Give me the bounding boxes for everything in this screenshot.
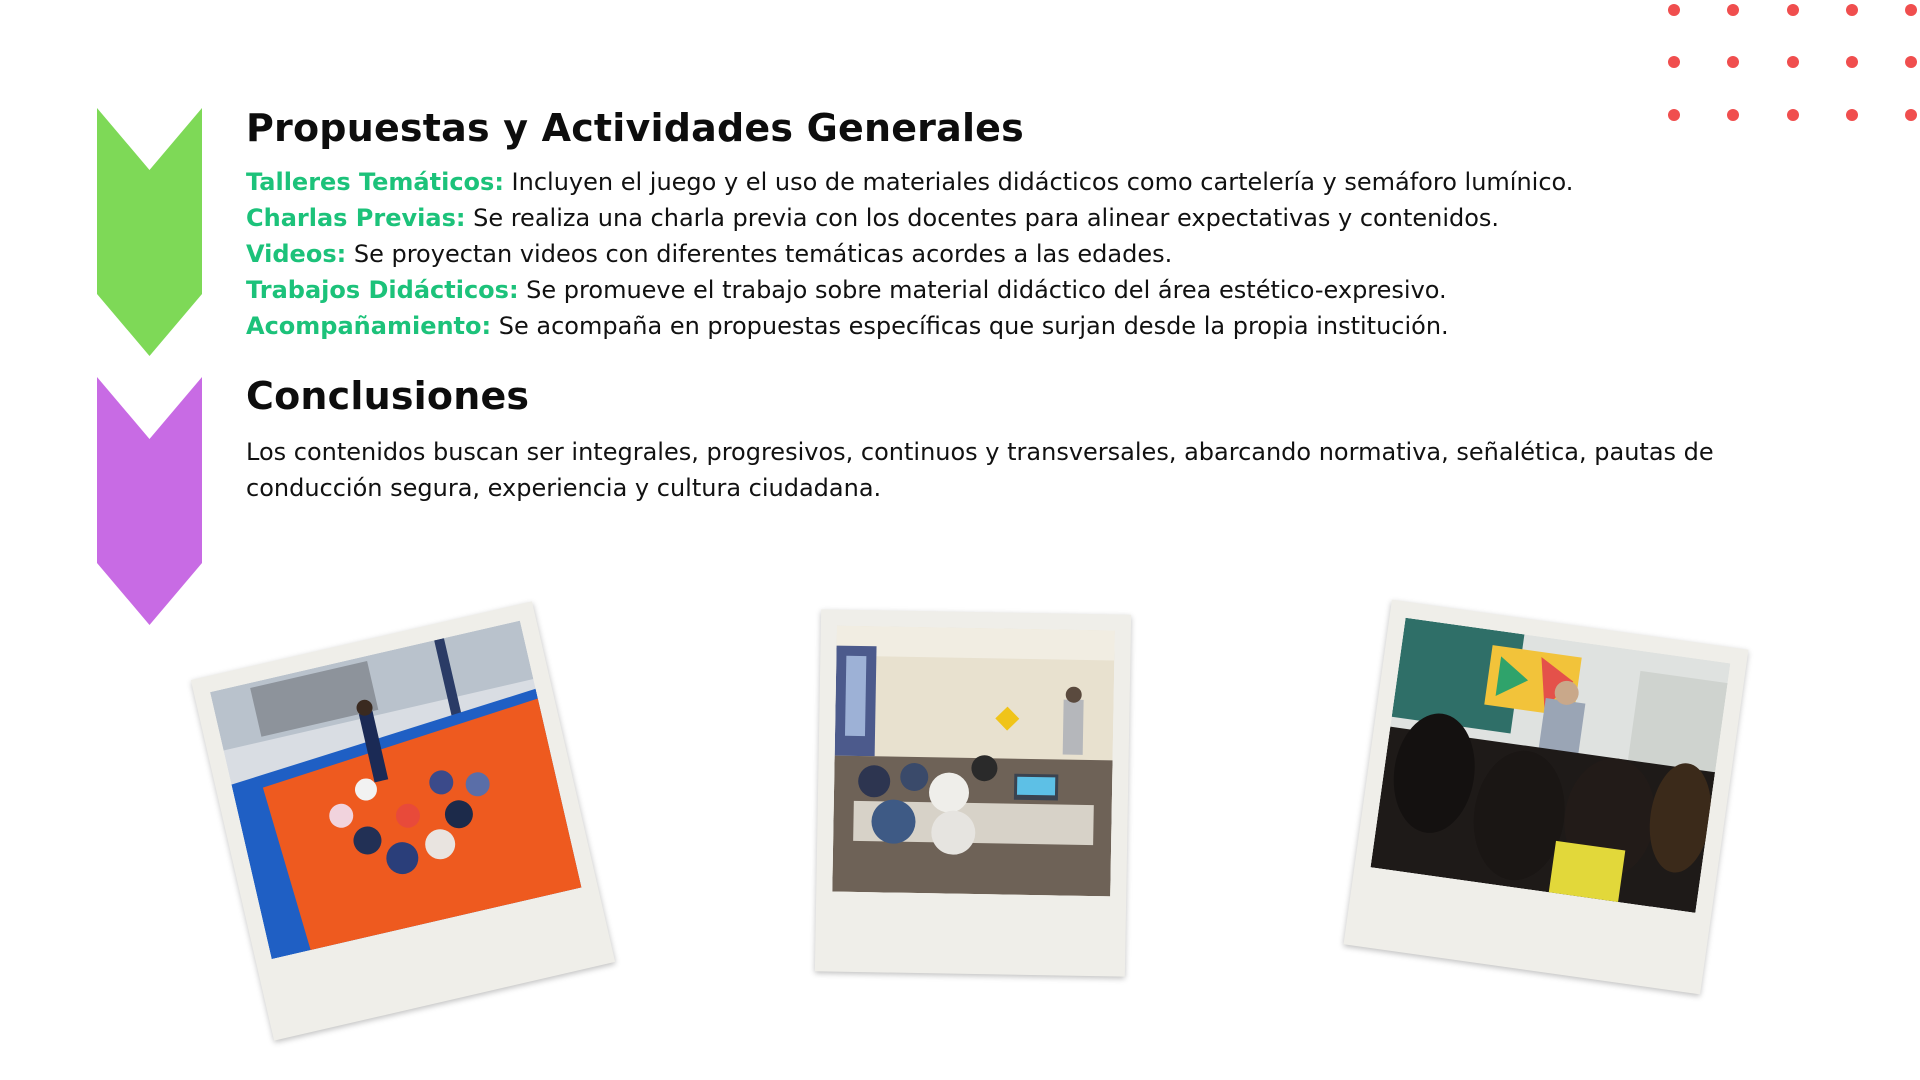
photo-presenter-screen-students — [1371, 618, 1731, 913]
decorative-dot — [1668, 4, 1680, 16]
decorative-dot — [1727, 4, 1739, 16]
decorative-dot — [1905, 109, 1917, 121]
polaroid-frame — [815, 609, 1131, 976]
item-text: Se realiza una charla previa con los docentes para alinear expectativas y contenidos. — [465, 204, 1500, 232]
decorative-dot — [1846, 4, 1858, 16]
item-label: Talleres Temáticos: — [246, 168, 504, 196]
purple-chevron-arrow — [97, 377, 202, 625]
polaroid-frame — [1344, 600, 1749, 995]
conclusion-paragraph: Los contenidos buscan ser integrales, progresivos, continuos y transversales, abarcando normativa, señalética, pautas de conducción segura, experiencia y cultura ciudadana. — [246, 438, 1714, 502]
decorative-dot — [1727, 56, 1739, 68]
section-title: Conclusiones — [246, 374, 530, 418]
photo-classroom-students-laptop — [832, 626, 1115, 897]
decorative-dot — [1905, 56, 1917, 68]
list-item — [246, 164, 1850, 200]
item-text: Se proyectan videos con diferentes temáticas acordes a las edades. — [346, 240, 1173, 268]
activities-list — [246, 164, 1850, 344]
decorative-dot — [1846, 56, 1858, 68]
photo-children-circle-orange-floor — [210, 621, 581, 960]
list-item — [246, 236, 1850, 272]
polaroid-frame — [191, 601, 615, 1040]
list-item — [246, 200, 1850, 236]
decorative-dot — [1668, 56, 1680, 68]
section-conclusiones — [246, 374, 1850, 506]
section-title: Propuestas y Actividades Generales — [246, 106, 1024, 150]
decorative-dot — [1787, 56, 1799, 68]
item-label: Charlas Previas: — [246, 204, 466, 232]
list-item — [246, 272, 1850, 308]
decorative-dot — [1905, 4, 1917, 16]
item-label: Trabajos Didácticos: — [246, 276, 519, 304]
list-item — [246, 308, 1850, 344]
item-label: Acompañamiento: — [246, 312, 492, 340]
green-chevron-arrow — [97, 108, 202, 356]
item-label: Videos: — [246, 240, 347, 268]
item-text: Se promueve el trabajo sobre material didáctico del área estético-expresivo. — [518, 276, 1447, 304]
section-propuestas — [246, 106, 1850, 344]
item-text: Se acompaña en propuestas específicas que surjan desde la propia institución. — [491, 312, 1449, 340]
decorative-dot — [1787, 4, 1799, 16]
item-text: Incluyen el juego y el uso de materiales didácticos como cartelería y semáforo lumínico. — [503, 168, 1574, 196]
